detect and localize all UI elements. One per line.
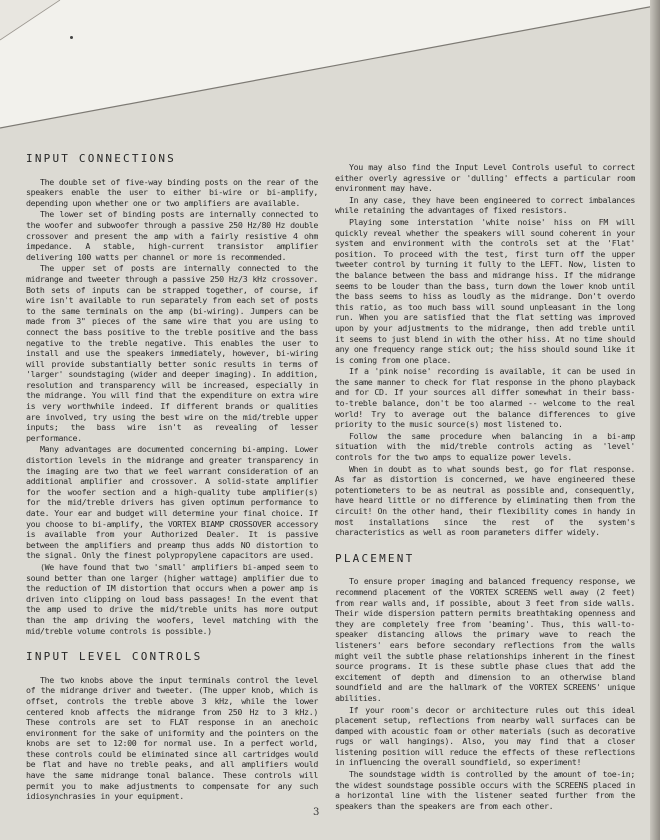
paragraph: The lower set of binding posts are internally connected to the woofer and subwoofer through a passive 250 Hz/80 Hz double crossover and present the amp with a fairly resistive 4 ohm impedance. A stable, high-current transistor amplifier delivering 100 watts per channel or more is recommended. bbox=[26, 209, 318, 262]
paragraph: Many advantages are documented concerning bi-amping. Lower distortion levels in the midrange and greater transparency in the imaging are two that we feel warrant consideration of an additional amplifier and crossover. A solid-state amplifier for the woofer section and a high-quality tube amplifier(s) for the mid/treble drivers has given optimum performance to date. Your ear and budget will determine your final choice. If you choose to bi-amplify, the VORTEX BIAMP CROSSOVER accessory is available from your Authorized Dealer. It is passive between the amplifiers and preamp thus adds NO distortion to the signal. Only the finest polypropylene capacitors are used. bbox=[26, 444, 318, 561]
paragraph: Playing some interstation 'white noise' hiss on FM will quickly reveal whether the speakers will sound coherent in your system and environment with the controls set at the 'Flat' position. To proceed with the test, first turn off the upper tweeter control by turning it fully to the LEFT. Now, listen to the balance between the bass and midrange hiss. If the midrange seems to be louder than the bass, turn down the lower knob until the bass seems to hiss as loudly as the midrange. Don't overdo this ratio, as too much bass will sound unpleasant in the long run. When you are satisfied that the flat setting was improved upon by your adjustments to the midrange, then add treble until it seems to just blend in with the other hiss. At no time should any one frequency range stick out; the hiss should sound like it is coming from one place. bbox=[335, 216, 635, 365]
left-column bbox=[26, 152, 318, 803]
paragraph: The double set of five-way binding posts on the rear of the speakers enable the user to either bi-wire or bi-amplify, depending upon whether one or two amplifiers are available. bbox=[26, 176, 318, 208]
paragraph: The soundstage width is controlled by the amount of toe-in; the widest soundstage possible occurs with the SCREENS placed in a horizontal line with the listener seated further from the speakers than the speakers are from each other. bbox=[335, 769, 635, 811]
page-number: 3 bbox=[313, 807, 320, 818]
placement-heading: PLACEMENT bbox=[335, 551, 415, 565]
paragraph: Follow the same procedure when balancing in a bi-amp situation with the mid/treble controls acting as 'level' controls for the two amps to equalize power levels. bbox=[335, 430, 635, 463]
input-connections-heading: INPUT CONNECTIONS bbox=[26, 152, 176, 165]
paragraph: The two knobs above the input terminals control the level of the midrange driver and tweeter. (The upper knob, which is offset, controls the treble above 3 kHz, while the lower centered knob affects the midrange from 250 Hz to 3 kHz.) These controls are set to FLAT response in an anechoic environment for the sake of uniformity and the pointers on the knobs are set to 12:00 for normal use. In a perfect world, these controls could be eliminated since all cartridges would be flat and have no treble peaks, and all amplifiers would have the same midrange tonal balance. These controls will permit you to make adjustments to compensate for any such idiosynchrasies in your equipment. bbox=[26, 674, 318, 802]
paragraph: If your room's decor or architecture rules out this ideal placement setup, reflections from nearby wall surfaces can be damped with acoustic foam or other materials (such as decorative rugs or wall hangings). Also, you may find that a closer listening position will reduce the effects of these reflections in influencing the overall soundfield, so experiment! bbox=[335, 704, 635, 768]
paper-fold-edge bbox=[0, 0, 660, 130]
paragraph: If a 'pink noise' recording is available, it can be used in the same manner to check for flat response in the phono playback and for CD. If your sources all differ somewhat in their bass-to-treble balance, don't be too alarmed -- welcome to the real world! Try to average out the balance differences to give priority to the music source(s) most listened to. bbox=[335, 366, 635, 430]
paragraph: (We have found that two 'small' amplifiers bi-amped seem to sound better than one larger (higher wattage) amplifier due to the reduction of IM distortion that occurs when a power amp is driven into clipping on loud bass passages! In the event that the amp used to drive the mid/treble units has more output than the amp driving the woofers, level matching with the mid/treble volume controls is possible.) bbox=[26, 561, 318, 636]
right-column bbox=[335, 162, 635, 812]
paper-speck bbox=[70, 36, 73, 39]
paragraph: You may also find the Input Level Controls useful to correct either overly agressive or 'dulling' effects a particular room environment may have. bbox=[335, 162, 635, 194]
paragraph: To ensure proper imaging and balanced frequency response, we recommend placement of the VORTEX SCREENS well away (2 feet) from rear walls and, if possible, about 3 feet from side walls. Their wide dispersion pattern permits breathtaking openness and they are completely free from 'beaming'. Thus, this wall-to-speaker distancing allows the primary wave to reach the listeners' ears before secondary reflections from the walls might veil the subtle phase relationships inherent in the finest source programs. It is these subtle phase clues that add the excitement of depth and dimension to an otherwise bland soundfield and are the hallmark of the VORTEX SCREENS' unique abilities. bbox=[335, 576, 635, 703]
paragraph: When in doubt as to what sounds best, go for flat response. As far as distortion is concerned, we have engineered these potentiometers to be as neutral as possible and, consequently, have heard little or no difference by eliminating them from the circuit! On the other hand, their flexibility comes in handy in most installations since the rest of the system's characteristics as well as room parameters differ widely. bbox=[335, 463, 635, 538]
input-level-controls-heading: INPUT LEVEL CONTROLS bbox=[26, 650, 203, 664]
paragraph: The upper set of posts are internally connected to the midrange and tweeter through a passive 250 Hz/3 kHz crossover. Both sets of inputs can be strapped together, of course, if wire isn't available to run separately from each set of posts to the same terminals on the amp (bi-wiring). Jumpers can be made from 3" pieces of the same wire that you are using to connect the bass positive to the treble positive and the bass negative to the treble negative. This enables the user to install and use the speakers immediately, however, bi-wiring will provide substantially better sonic results in terms of 'larger' soundstaging (wider and deeper imaging). In addition, resolution and transparency will be increased, especially in the midrange. You will find that the expenditure on extra wire is very worthwhile indeed. If different brands or qualities are involved, try using the best wire on the mid/treble upper inputs; the bass wire isn't as revealing of lesser performance. bbox=[26, 263, 318, 443]
paragraph: In any case, they have been engineered to correct imbalances while retaining the advantages of fixed resistors. bbox=[335, 194, 635, 216]
page-edge-shadow bbox=[650, 0, 660, 840]
